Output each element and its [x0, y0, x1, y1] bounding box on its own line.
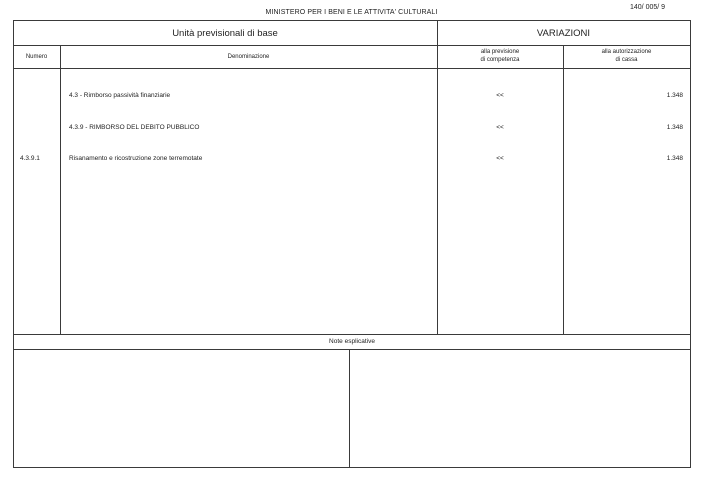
table-row-denominazione: 4.3 - Rimborso passività finanziarie [69, 92, 171, 99]
table-row-competenza: << [496, 124, 504, 131]
table-row-cassa: 1.348 [666, 155, 683, 162]
col-header-cassa-line1: alla autorizzazione [601, 49, 652, 55]
section-variazioni: VARIAZIONI [536, 28, 591, 39]
ministry-title: MINISTERO PER I BENI E LE ATTIVITA' CULTURALI [265, 9, 438, 16]
section-header-divider [13, 45, 691, 46]
table-row-cassa: 1.348 [666, 124, 683, 131]
table-border-left [13, 20, 14, 468]
table-border-right [690, 20, 691, 468]
table-row-denominazione: Risanamento e ricostruzione zone terremotate [69, 155, 203, 162]
col-header-competenza-line1: alla previsione [480, 49, 520, 55]
table-border-bottom [13, 467, 691, 468]
col-divider-variazioni [437, 20, 438, 334]
column-header-divider [13, 68, 691, 69]
col-divider-numero [60, 45, 61, 334]
notes-middle-divider [349, 349, 350, 468]
notes-top-divider [13, 334, 691, 335]
section-unita-previsionali: Unità previsionali di base [172, 28, 278, 39]
col-header-numero: Numero [25, 54, 48, 60]
table-row-competenza: << [496, 92, 504, 99]
col-header-cassa-line2: di cassa [615, 57, 638, 63]
table-row-denominazione: 4.3.9 - RIMBORSO DEL DEBITO PUBBLICO [69, 124, 200, 131]
notes-title: Note esplicative [329, 338, 375, 345]
page-code: 140/ 005/ 9 [630, 4, 666, 11]
table-border-top [13, 20, 691, 21]
table-row-cassa: 1.348 [666, 92, 683, 99]
table-row-competenza: << [496, 155, 504, 162]
col-divider-cassa [563, 45, 564, 334]
col-header-denominazione: Denominazione [227, 54, 270, 60]
col-header-competenza-line2: di competenza [480, 57, 520, 63]
table-row-numero: 4.3.9.1 [20, 155, 40, 162]
notes-title-divider [13, 349, 691, 350]
